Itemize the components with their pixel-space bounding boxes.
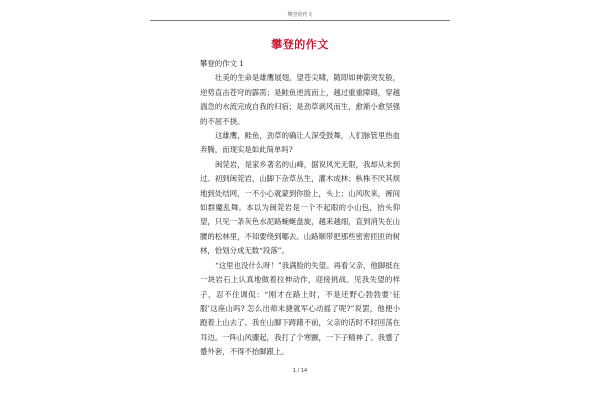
running-header: 攀登的作文	[150, 11, 450, 21]
document-body	[200, 57, 400, 360]
paragraph: 壮美的生命是雄鹰展翅，望苍尖啸，随即如神箭突发般，逆势直击苍穹的霹雳；是鲑鱼逆流而上，越过重重障碍，穿越湍急的水流完成自我的归宿；是劲草剥风而生，愈渐小愈坚强的不屈不挠。	[200, 73, 400, 126]
paragraph: “这里也没什么呀！”我满脸的失望。再看父亲，他脚抵在一块岩石上认真地做着拉伸动作，迎接挑战。见我失望的样子，忍不住调侃：“刚才在路上时，不是还野心勃勃要‘征服’这座山吗? 怎么出师未捷就军心动摇了呢?”说罢，他便小跑着上山去了。我在山脚下踌躇不前，父亲的话时不时回荡在耳边。一阵山风骤起，我打了个寒颤，一下子精神了。我蹙了蹙外套，不得不抬脚跟上。	[200, 260, 400, 357]
paragraph: 闽莞岩，是家乡著名的山峰，据说风光无限，我却从未到过。初到闽莞岩，山脚下杂草丛生，灌木成林；枞株不厌其烦地到处结网，一不小心就蒙到你脸上，头上；山风吹来，裤间如群魔乱舞。本以为闽莞岩是一个不起眼的小山包，抬头仰望，只见一条灰色水泥路蜿蜒盘旋，越来越细，直到消失在山腰的松林里，不知要绕到哪去。山路顺带把那些密密匝匝的树林，恰划分成无数“段落”。	[200, 159, 400, 256]
page-number: 1 / 14	[292, 368, 308, 374]
paragraph: 这雄鹰，鲑鱼，劲草的确让人深受鼓舞，人们脉管里热血奔腾，而现实是如此简单吗?	[200, 131, 400, 155]
document-title: 攀登的作文	[271, 38, 329, 51]
section-subtitle: 攀登的作文 1	[200, 59, 245, 68]
